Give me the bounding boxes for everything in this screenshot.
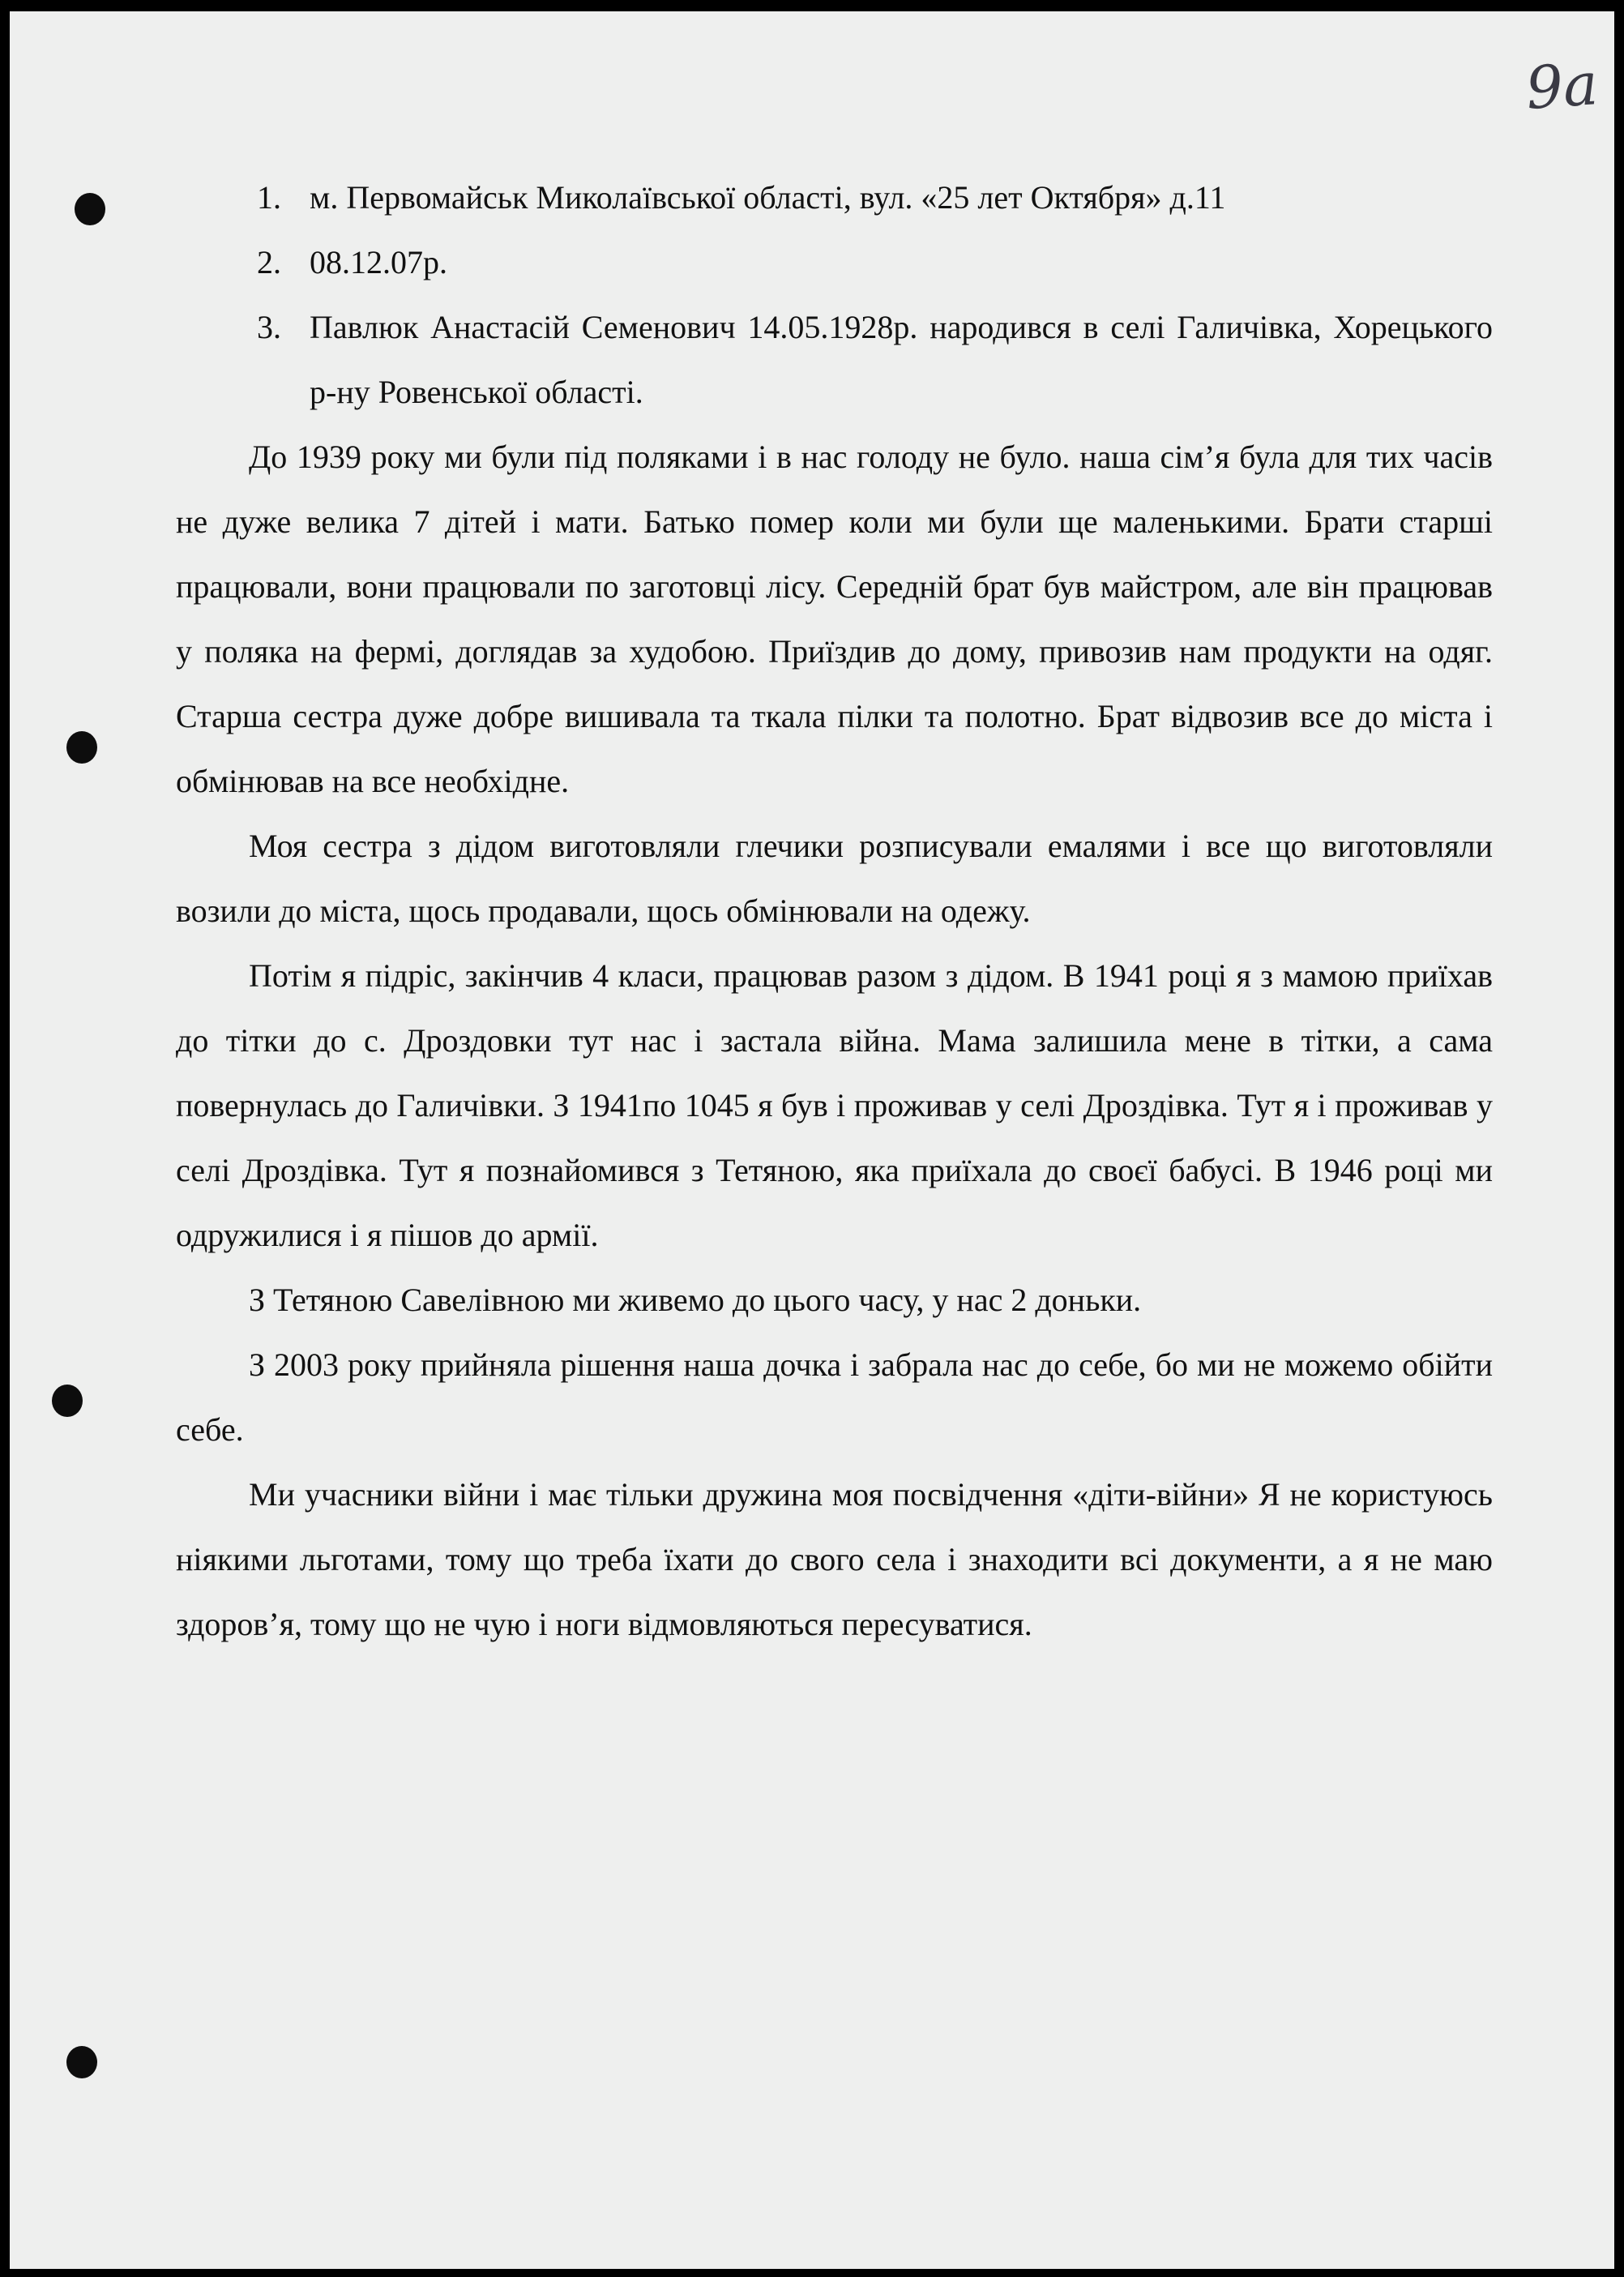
- punch-hole: [52, 1385, 83, 1417]
- paragraph: До 1939 року ми були під поляками і в нас голоду не було. наша сім’я була для тих часів не дуже велика 7 дітей і мати. Батько помер коли ми були ще маленькими. Брати старші працювали, вони працювали по заготовці лісу. Середній брат був майстром, але він працював у поляка на фермі, доглядав за худобою. Приїздив до дому, привозив нам продукти на одяг. Старша сестра дуже добре вишивала та ткала пілки та полотно. Брат відвозив все до міста і обмінював на все необхідне.: [176, 439, 1493, 799]
- list-item-text: Павлюк Анастасій Семенович 14.05.1928р. народився в селі Галичівка, Хорецького р-ну Ровенської області.: [310, 309, 1493, 410]
- paragraph: Потім я підріс, закінчив 4 класи, працював разом з дідом. В 1941 році я з мамою приїхав до тітки до с. Дроздовки тут нас і застала війна. Мама залишила мене в тітки, а сама повернулась до Галичівки. З 1941по 1045 я був і проживав у селі Дроздівка. Тут я і проживав у селі Дроздівка. Тут я познайомився з Тетяною, яка приїхала до своєї бабусі. В 1946 році ми одружилися і я пішов до армії.: [176, 957, 1493, 1253]
- list-item-text: 08.12.07р.: [310, 244, 447, 280]
- list-item-date: [257, 230, 1493, 295]
- list-item-person: [257, 295, 1493, 425]
- list-number: 2.: [257, 244, 281, 280]
- paragraph: Ми учасники війни і має тільки дружина моя посвідчення «діти-війни» Я не користуюсь ніякими льготами, тому що треба їхати до свого села і знаходити всі документи, а я не маю здоров’я, тому що не чую і ноги відмовляються пересуватися.: [176, 1476, 1493, 1642]
- punch-hole: [66, 2046, 97, 2078]
- handwritten-page-number: 9a: [1524, 49, 1600, 122]
- header-list: [257, 165, 1493, 425]
- paragraph: З 2003 року прийняла рішення наша дочка і забрала нас до себе, бо ми не можемо обійти себе.: [176, 1346, 1493, 1448]
- paragraph: З Тетяною Савелівною ми живемо до цього часу, у нас 2 доньки.: [249, 1282, 1142, 1318]
- list-item-text: м. Первомайськ Миколаївської області, вул. «25 лет Октября» д.11: [310, 179, 1226, 216]
- punch-hole: [66, 731, 97, 764]
- list-number: 1.: [257, 179, 281, 216]
- punch-hole: [75, 193, 105, 225]
- document-page: [10, 11, 1614, 2269]
- list-item-address: [257, 165, 1493, 230]
- document-body: [176, 165, 1493, 1657]
- list-number: 3.: [257, 309, 281, 345]
- paragraph: Моя сестра з дідом виготовляли глечики розписували емалями і все що виготовляли возили до міста, щось продавали, щось обмінювали на одежу.: [176, 828, 1493, 929]
